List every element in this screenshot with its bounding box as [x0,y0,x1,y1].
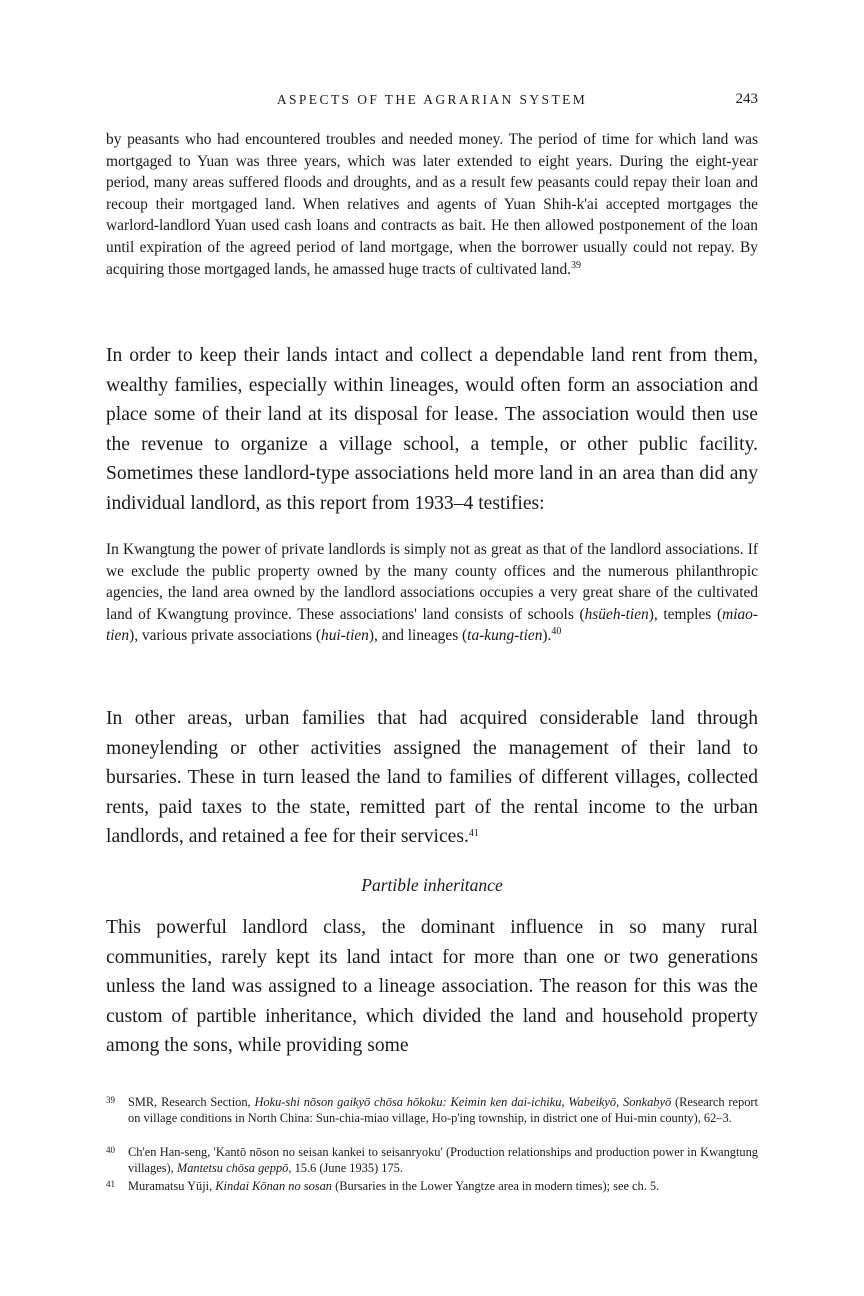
footnote-ref-39[interactable]: 39 [571,259,581,271]
term-hsueh-tien: hsüeh-tien [584,605,649,623]
block-quote-kwangtung: In Kwangtung the power of private landlords is simply not as great as that of the landlord associations. If we exclude the public property owned by the many county offices and the numerous philanthropic agencies, the land area owned by the landlord associations occupies a very great share of the cultivated land of Kwangtung province. These associations' land consists of schools (hsüeh-tien), temples (miao-tien), various private associations (hui-tien), and lineages (ta-kung-tien).$^{40}$ [106,541,758,645]
footnote-ref-40[interactable]: 40 [551,626,562,638]
quote-text: by peasants who had encountered troubles and needed money. The period of time for which land was mortgaged to Yuan was three years, which was later extended to eight years. During the eight-year period, many areas suffered floods and droughts, and as a result few peasants could repay their loan and recoup their mortgaged land. When relatives and agents of Yuan Shih-k'ai accepted mortgages the warlord-landlord Yuan used cash loans and contracts as bait. He then allowed postponement of the loan until expiration of the agreed period of land mortgage, when the borrower usually could not repay. By acquiring those mortgaged lands, he amassed huge tracts of cultivated land. [106,131,758,278]
paragraph-landlord-associations: In order to keep their lands intact and collect a dependable land rent from them, wealthy families, especially within lineages, would often form an association and place some of their land at its disposal for lease. The association would then use the revenue to organize a village school, a temple, or other public facility. Sometimes these landlord-type associations held more land in an area than did any individual landlord, as this report from 1933–4 testifies: [106,345,758,514]
footnote-title: Mantetsu chōsa geppō [176,1161,289,1176]
running-head [106,92,758,114]
block-quote-continued [106,129,758,280]
footnote-41: 41 Muramatsu Yūji, Kindai Kōnan no sosan (Bursaries in the Lower Yangtze area in modern times); see ch. 5. [106,1176,758,1194]
running-title: ASPECTS OF THE AGRARIAN SYSTEM [276,92,588,107]
term-ta-kung-tien: ta-kung-tien [467,627,543,645]
term-hui-tien: hui-tien [321,627,369,645]
paragraph-partible-inheritance: This powerful landlord class, the dominant influence in so many rural communities, rarely kept its land intact for more than one or two generations unless the land was assigned to a lineage association. The reason for this was the custom of partible inheritance, which divided the land and household property among the sons, while providing some [106,917,758,1056]
section-heading: Partible inheritance [361,875,503,895]
footnote-number: 39 [106,1095,115,1105]
footnote-title: Kindai Kōnan no sosan [215,1179,332,1193]
footnote-ref-41[interactable]: 41 [468,828,479,839]
footnote-40: 40 Ch'en Han-seng, 'Kantō nōson no seisan kankei to seisanryoku' (Production relationships and production power in Kwangtung villages), Mantetsu chōsa geppō, 15.6 (June 1935) 175. [106,1142,758,1177]
footnote-title: Hoku-shi nōson gaikyō chōsa hōkoku: Keimin ken dai-ichiku, Wabeikyō, Sonkabyō [254,1095,672,1109]
footnote-number: 40 [106,1145,115,1155]
page-number: 243 [735,91,758,107]
paragraph-bursaries: In other areas, urban families that had acquired considerable land through moneylending or other activities assigned the management of their land to bursaries. These in turn leased the land to families of different villages, collected rents, paid taxes to the state, remitted part of the rental income to the urban landlords, and retained a fee for their services.$^{41}$ [106,708,758,847]
footnote-39: 39 SMR, Research Section, Hoku-shi nōson gaikyō chōsa hōkoku: Keimin ken dai-ichiku, Wabeikyō, Sonkabyō (Research report on village conditions in North China: Sun-chia-miao village, Ho-p'ing township, in district one of Hui-min county), 62–3. [106,1092,758,1127]
footnote-number: 41 [106,1179,115,1189]
term-miao-tien: miao-tien [106,605,758,645]
